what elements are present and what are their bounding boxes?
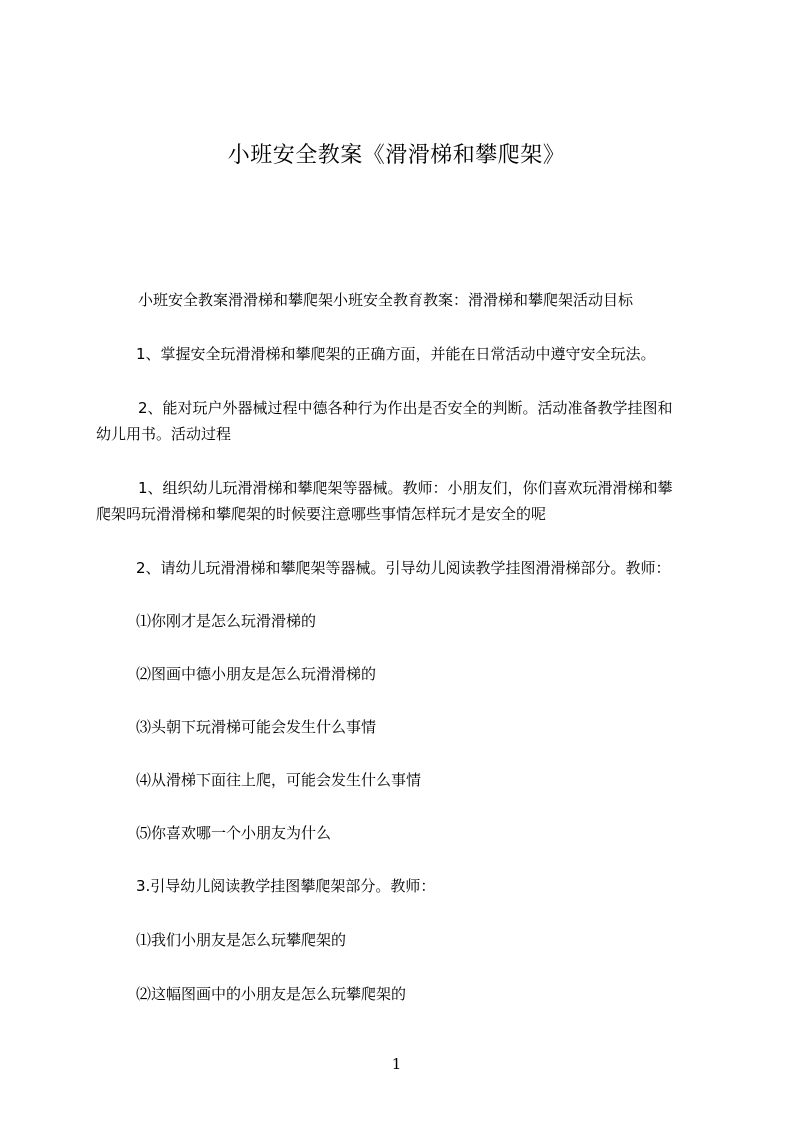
question-slide-1: ⑴你刚才是怎么玩滑滑梯的 [136, 612, 317, 630]
question-slide-2: ⑵图画中德小朋友是怎么玩滑滑梯的 [136, 665, 377, 683]
document-title: 小班安全教案《滑滑梯和攀爬架》 [227, 143, 566, 168]
paragraph-goal-2-cont: 幼儿用书。活动过程 [96, 425, 232, 443]
paragraph-step-3: 3.引导幼儿阅读教学挂图攀爬架部分。教师： [136, 877, 436, 895]
paragraph-step-2: 2、请幼儿玩滑滑梯和攀爬架等器械。引导幼儿阅读教学挂图滑滑梯部分。教师： [136, 559, 671, 577]
question-slide-4: ⑷从滑梯下面往上爬，可能会发生什么事情 [136, 771, 422, 789]
question-climb-1: ⑴我们小朋友是怎么玩攀爬架的 [136, 931, 347, 949]
paragraph-step-1: 1、组织幼儿玩滑滑梯和攀爬架等器械。教师：小朋友们，你们喜欢玩滑滑梯和攀 [138, 479, 673, 497]
paragraph-step-1-cont: 爬架吗玩滑滑梯和攀爬架的时候要注意哪些事情怎样玩才是安全的呢 [96, 505, 547, 523]
page-number: 1 [391, 1055, 402, 1073]
question-slide-3: ⑶头朝下玩滑梯可能会发生什么事情 [136, 718, 377, 736]
question-slide-5: ⑸你喜欢哪一个小朋友为什么 [136, 824, 332, 842]
paragraph-goal-1: 1、掌握安全玩滑滑梯和攀爬架的正确方面，并能在日常活动中遵守安全玩法。 [136, 345, 656, 363]
paragraph-intro: 小班安全教案滑滑梯和攀爬架小班安全教育教案：滑滑梯和攀爬架活动目标 [138, 291, 634, 309]
question-climb-2: ⑵这幅图画中的小朋友是怎么玩攀爬架的 [136, 985, 407, 1003]
paragraph-goal-2: 2、能对玩户外器械过程中德各种行为作出是否安全的判断。活动准备教学挂图和 [138, 399, 673, 417]
